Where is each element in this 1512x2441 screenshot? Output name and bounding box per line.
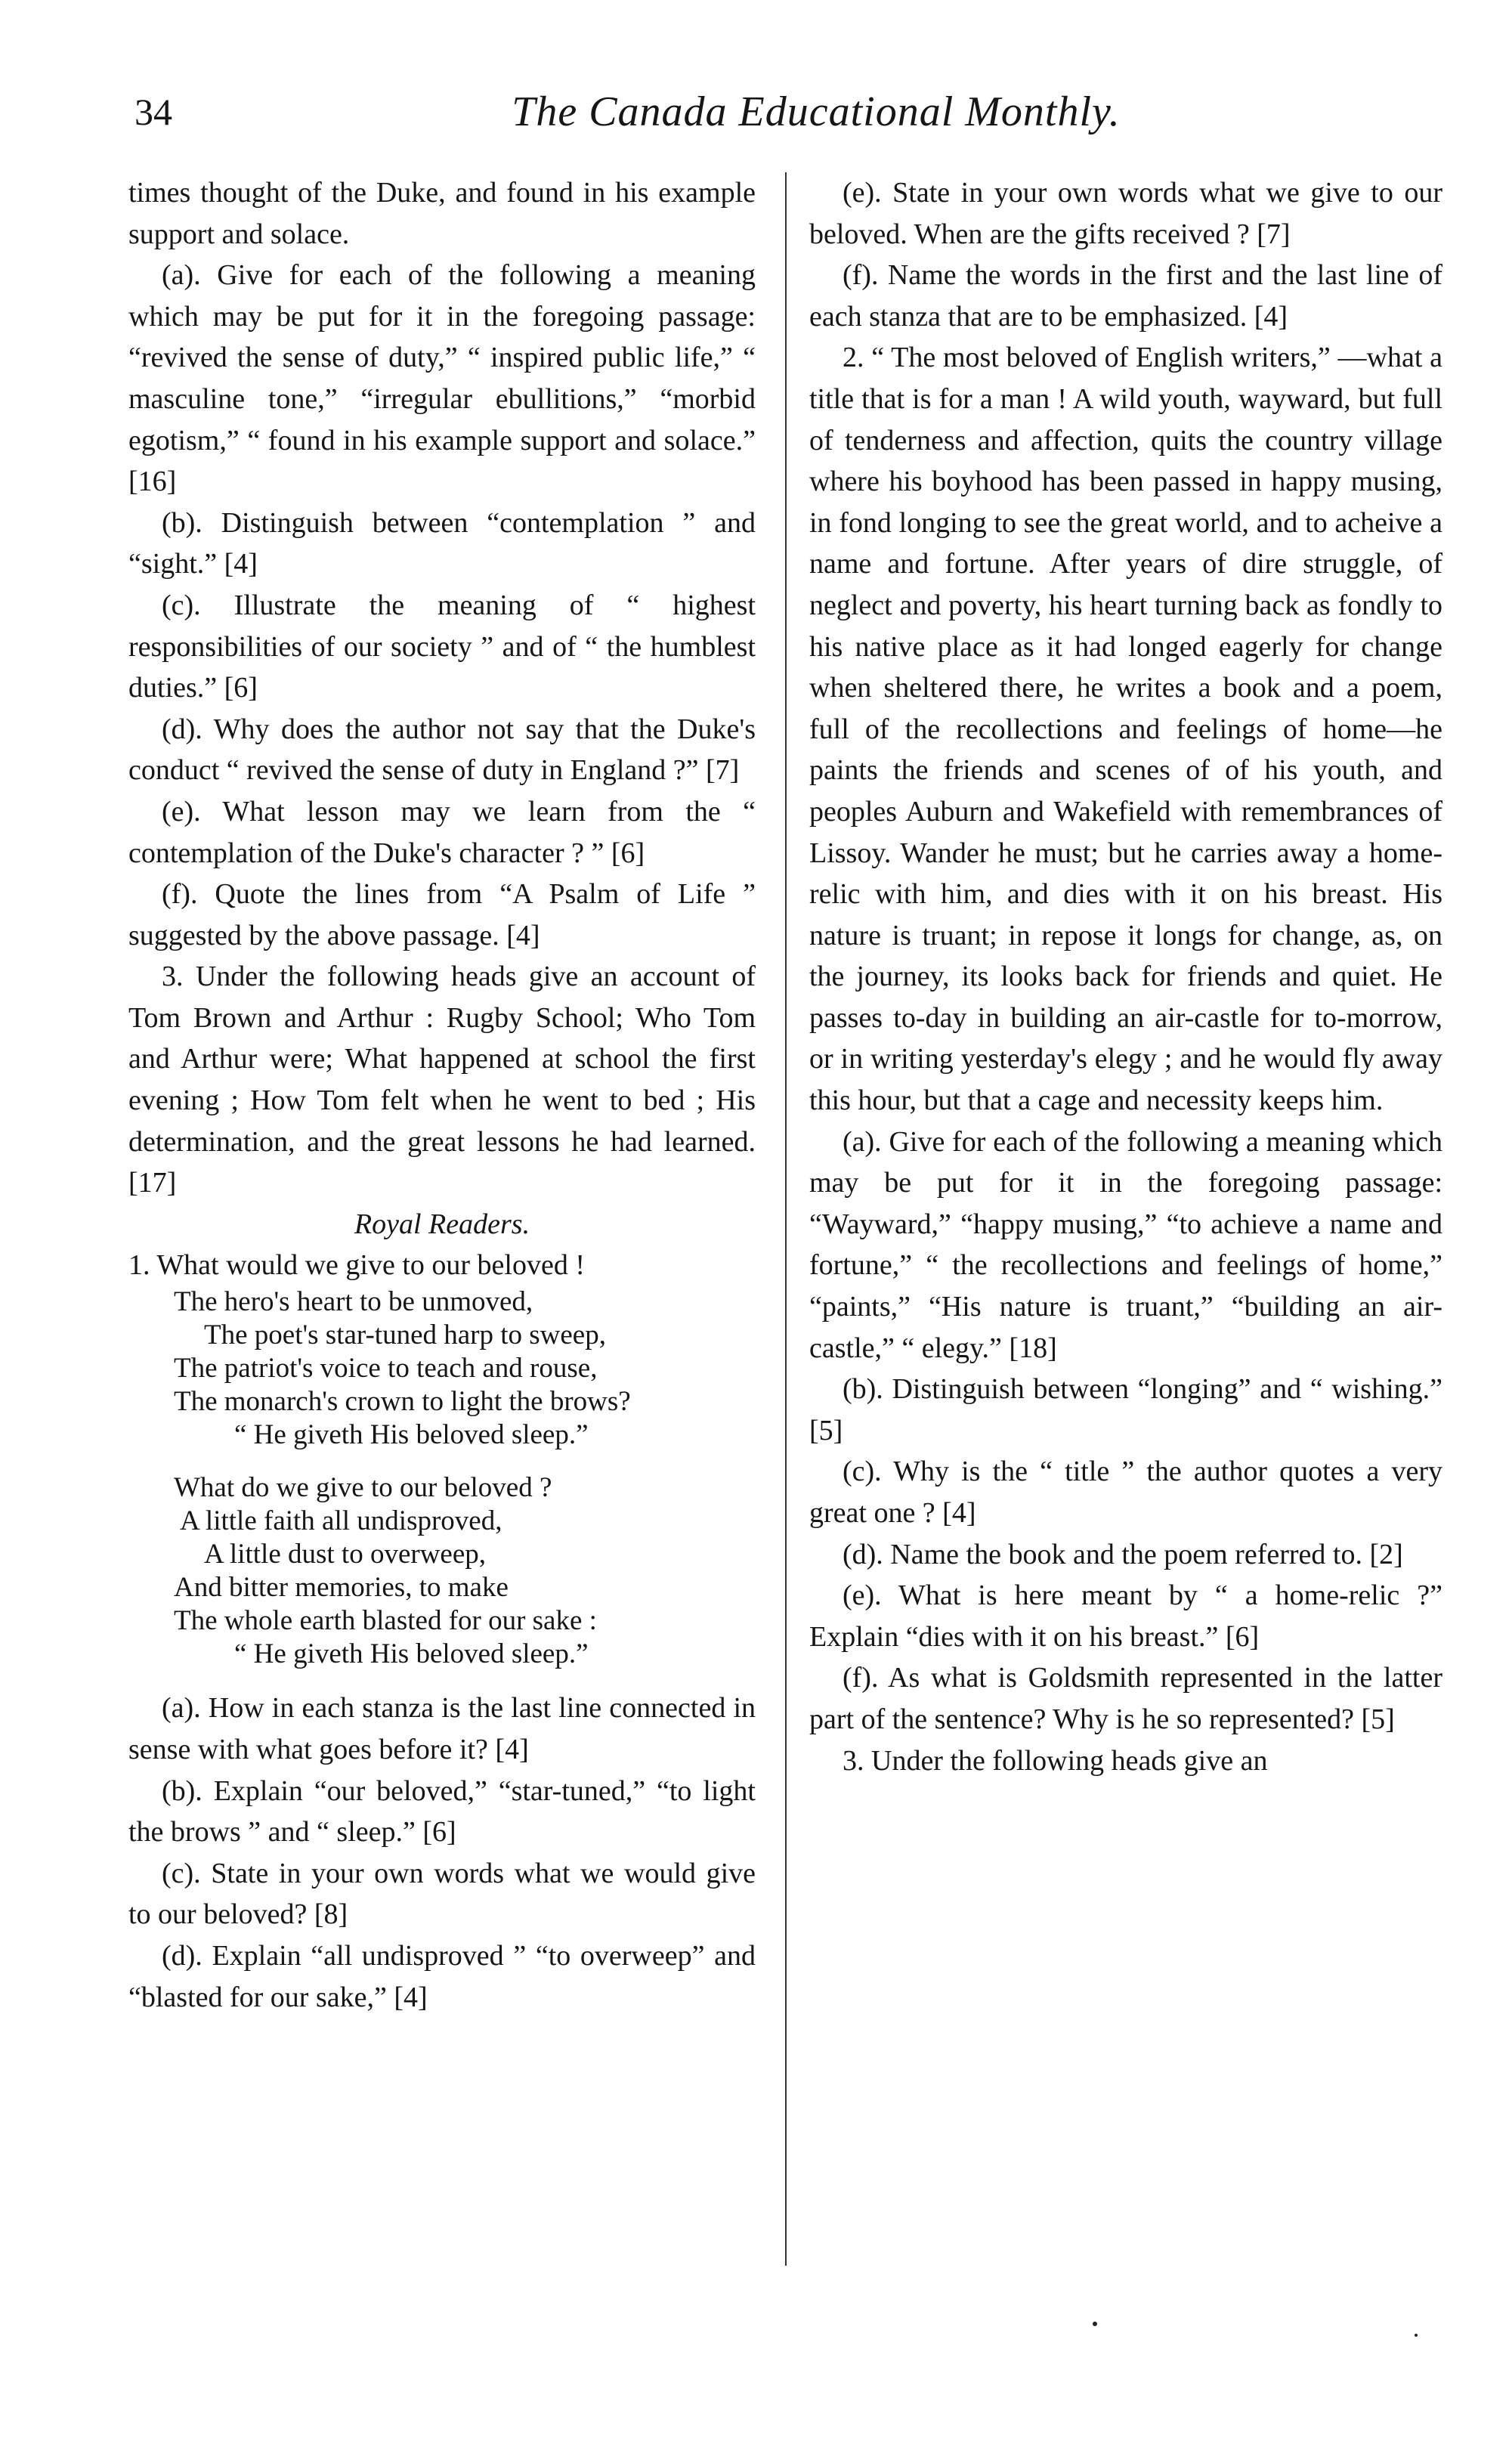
ink-speck — [1415, 2334, 1418, 2337]
poem-refrain: “ He giveth His beloved sleep.” — [234, 1638, 589, 1670]
poem-refrain: “ He giveth His beloved sleep.” — [234, 1419, 589, 1451]
poem-line: The patriot's voice to teach and rouse, — [174, 1353, 598, 1384]
question-b: (b). Distinguish between “longing” and “ wishing.” [5] — [809, 1373, 1442, 1446]
question-f: (f). As what is Goldsmith represented in the latter part of the sentence? Why is he so represented? [5] — [809, 1662, 1442, 1735]
left-column — [128, 172, 756, 2018]
poem-stanza-1 — [128, 1245, 756, 1452]
column-divider — [785, 172, 787, 2266]
poem-line: The poet's star-tuned harp to sweep, — [204, 1320, 606, 1351]
page-header — [128, 82, 1413, 142]
question-3: 3. Under the following heads give an account of Tom Brown and Arthur : Rugby School; Who Tom and Arthur were; What happened at school the first evening ; How Tom felt when he went to bed ; His determination, and the great lessons he had learned. [17] — [128, 961, 756, 1199]
question-e: (e). State in your own words what we give to our beloved. When are the gifts received ? [7] — [809, 177, 1442, 250]
question-b: (b). Distinguish between “contemplation ” and “sight.” [4] — [128, 506, 756, 580]
question-a: (a). Give for each of the following a meaning which may be put for it in the foregoing passage: “Wayward,” “happy musing,” “to achieve a name and fortune,” “ the recollections and feelings of home,” “paints,” “His nature is truant,” “building an air-castle,” “ elegy.” [18] — [809, 1125, 1442, 1364]
poem-question-c: (c). State in your own words what we would give to our beloved? [8] — [128, 1857, 756, 1931]
right-column — [809, 172, 1442, 1781]
question-c: (c). Illustrate the meaning of “ highest responsibilities of our society ” and of “ the humblest duties.” [6] — [128, 589, 756, 704]
question-a: (a). Give for each of the following a meaning which may be put for it in the foregoing passage: “revived the sense of duty,” “ inspired public life,” “ masculine tone,” “irregular ebullitions,” “morbid egotism,” “ found in his example support and solace.” [16] — [128, 259, 756, 498]
poem-question-b: (b). Explain “our beloved,” “star-tuned,” “to light the brows ” and “ sleep.” [6] — [128, 1774, 756, 1849]
poem-line: A little dust to overweep, — [204, 1539, 487, 1570]
poem-line: The whole earth blasted for our sake : — [174, 1605, 597, 1637]
ink-speck — [1093, 2322, 1097, 2326]
poem-question-d: (d). Explain “all undisproved ” “to overweep” and “blasted for our sake,” [4] — [128, 1940, 756, 2013]
question-e: (e). What lesson may we learn from the “ contemplation of the Duke's character ? ” [6] — [128, 795, 756, 869]
poem-line: What do we give to our beloved ? — [174, 1472, 552, 1504]
question-d: (d). Name the book and the poem referred to. [2] — [843, 1538, 1403, 1570]
question-f: (f). Quote the lines from “A Psalm of Life ” suggested by the above passage. [4] — [128, 878, 756, 951]
question-3: 3. Under the following heads give an — [843, 1744, 1268, 1777]
poem-question-a: (a). How in each stanza is the last line connected in sense with what goes before it? [4] — [128, 1692, 756, 1766]
poem-stanza-2 — [128, 1471, 756, 1671]
question-f: (f). Name the words in the first and the last line of each stanza that are to be emphasized. [4] — [809, 259, 1442, 333]
passage-2: 2. “ The most beloved of English writers,” —what a title that is for a man ! A wild youth, wayward, but full of tenderness and affection, quits the country village where his boyhood has been passed in happy musing, in fond longing to see the great world, and to acheive a name and fortune. After years of dire struggle, of neglect and poverty, his heart turning back as fondly to his native place as it had longed eagerly for change when sheltered there, he writes a book and a poem, full of the recollections and feelings of home—he paints the friends and scenes of of his youth, and peoples Auburn and Wakefield with remembrances of Lissoy. Wander he must; but he carries away a home-relic with him, and dies with it on his breast. His nature is truant; in repose it longs for change, as, on the journey, its looks back for friends and quiet. He passes to-day in building an air-castle for to-morrow, or in writing yesterday's elegy ; and he would fly away this hour, but that a cage and necessity keeps him. — [809, 342, 1442, 1117]
poem-line: And bitter memories, to make — [174, 1572, 509, 1604]
journal-title: The Canada Educational Monthly. — [512, 88, 1121, 135]
paragraph: times thought of the Duke, and found in his example support and solace. — [128, 177, 756, 250]
poem-line: The hero's heart to be unmoved, — [174, 1286, 533, 1318]
page-number: 34 — [135, 91, 172, 133]
poem-line: 1. What would we give to our beloved ! — [128, 1249, 585, 1282]
poem-line: The monarch's crown to light the brows? — [174, 1386, 631, 1418]
question-c: (c). Why is the “ title ” the author quotes a very great one ? [4] — [809, 1456, 1442, 1529]
poem-line: A little faith all undisproved, — [180, 1505, 502, 1537]
question-d: (d). Why does the author not say that the Duke's conduct “ revived the sense of duty in England ?” [7] — [128, 713, 756, 787]
question-e: (e). What is here meant by “ a home-relic ?” Explain “dies with it on his breast.” [6] — [809, 1579, 1442, 1653]
section-heading: Royal Readers. — [354, 1208, 530, 1240]
